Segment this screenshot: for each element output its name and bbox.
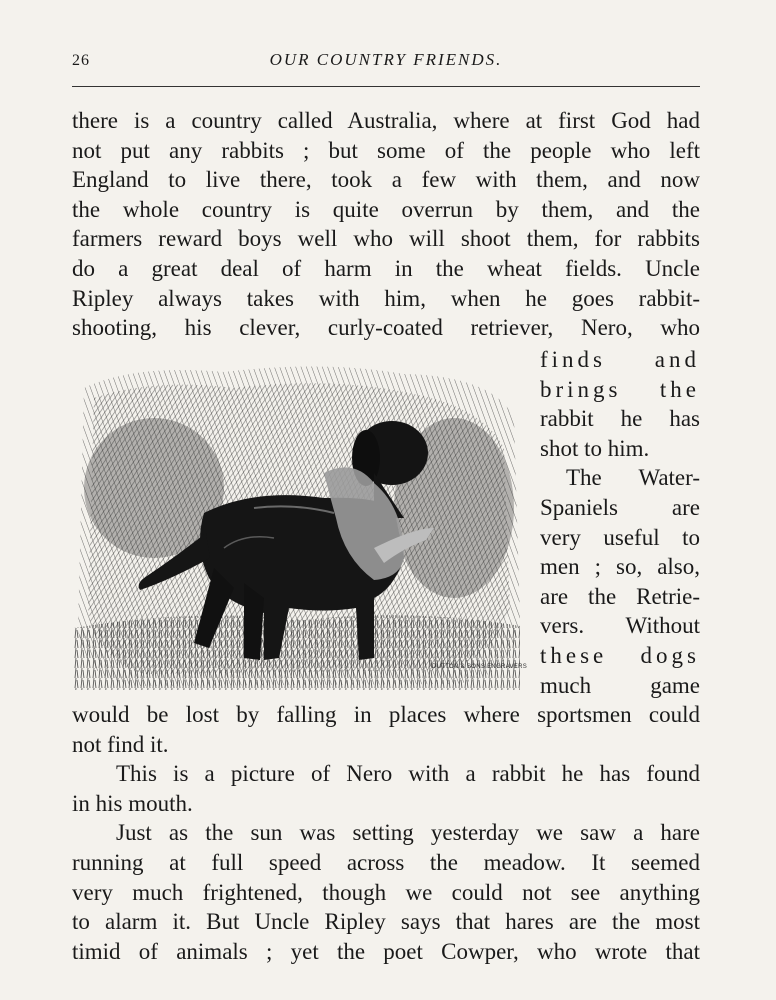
text-line: do a great deal of harm in the wheat fields. Uncle	[72, 255, 700, 281]
text-line: farmers reward boys well who will shoot them, for rabbits	[72, 226, 700, 252]
text-line: men ; so, also,	[540, 554, 700, 580]
text-line: Spaniels are	[540, 494, 700, 520]
engraver-signature: DUTTON & SONS ENGRAVERS	[432, 664, 528, 670]
text-line: running at full speed across the meadow. It seemed	[72, 849, 700, 875]
text-line: to alarm it. But Uncle Ripley says that hares are the most	[72, 909, 700, 935]
text-line: This is a picture of Nero with a rabbit he has found	[116, 761, 700, 787]
text-line: timid of animals ; yet the poet Cowper, who wrote that	[72, 938, 700, 964]
text-line: would be lost by falling in places where sportsmen could	[72, 702, 700, 727]
text-line: these dogs	[540, 642, 700, 668]
retriever-illustration	[74, 358, 522, 690]
page-header	[72, 48, 700, 74]
paragraph-bottom	[72, 700, 700, 966]
text-line: vers. Without	[540, 613, 700, 639]
text-line: there is a country called Australia, where at first God had	[72, 108, 700, 133]
text-line: Just as the sun was setting yesterday we saw a hare	[116, 820, 700, 846]
text-line: Ripley always takes with him, when he goes rabbit-	[72, 285, 700, 311]
running-title: OUR COUNTRY FRIENDS.	[269, 50, 503, 69]
text-line: finds and	[540, 347, 700, 372]
text-line: very much frightened, though we could not see anything	[72, 879, 700, 905]
side-column-text	[540, 345, 700, 700]
text-line: are the Retrie-	[540, 583, 700, 609]
text-line: rabbit he has	[540, 406, 700, 432]
paragraph-top	[72, 106, 700, 343]
text-line: in his mouth.	[72, 790, 193, 816]
header-rule	[72, 86, 700, 87]
text-line: much game	[540, 672, 700, 698]
text-line: shot to him.	[540, 435, 650, 461]
text-line: not find it.	[72, 731, 169, 757]
text-line: shooting, his clever, curly-coated retriever, Nero, who	[72, 315, 700, 341]
text-line: brings the	[540, 376, 700, 402]
text-line: the whole country is quite overrun by them, and the	[72, 196, 700, 222]
text-line: The Water-	[566, 465, 700, 491]
page-number: 26	[72, 52, 90, 69]
text-line: very useful to	[540, 524, 700, 550]
text-line: England to live there, took a few with them, and now	[72, 167, 700, 193]
text-line: not put any rabbits ; but some of the people who left	[72, 137, 700, 163]
